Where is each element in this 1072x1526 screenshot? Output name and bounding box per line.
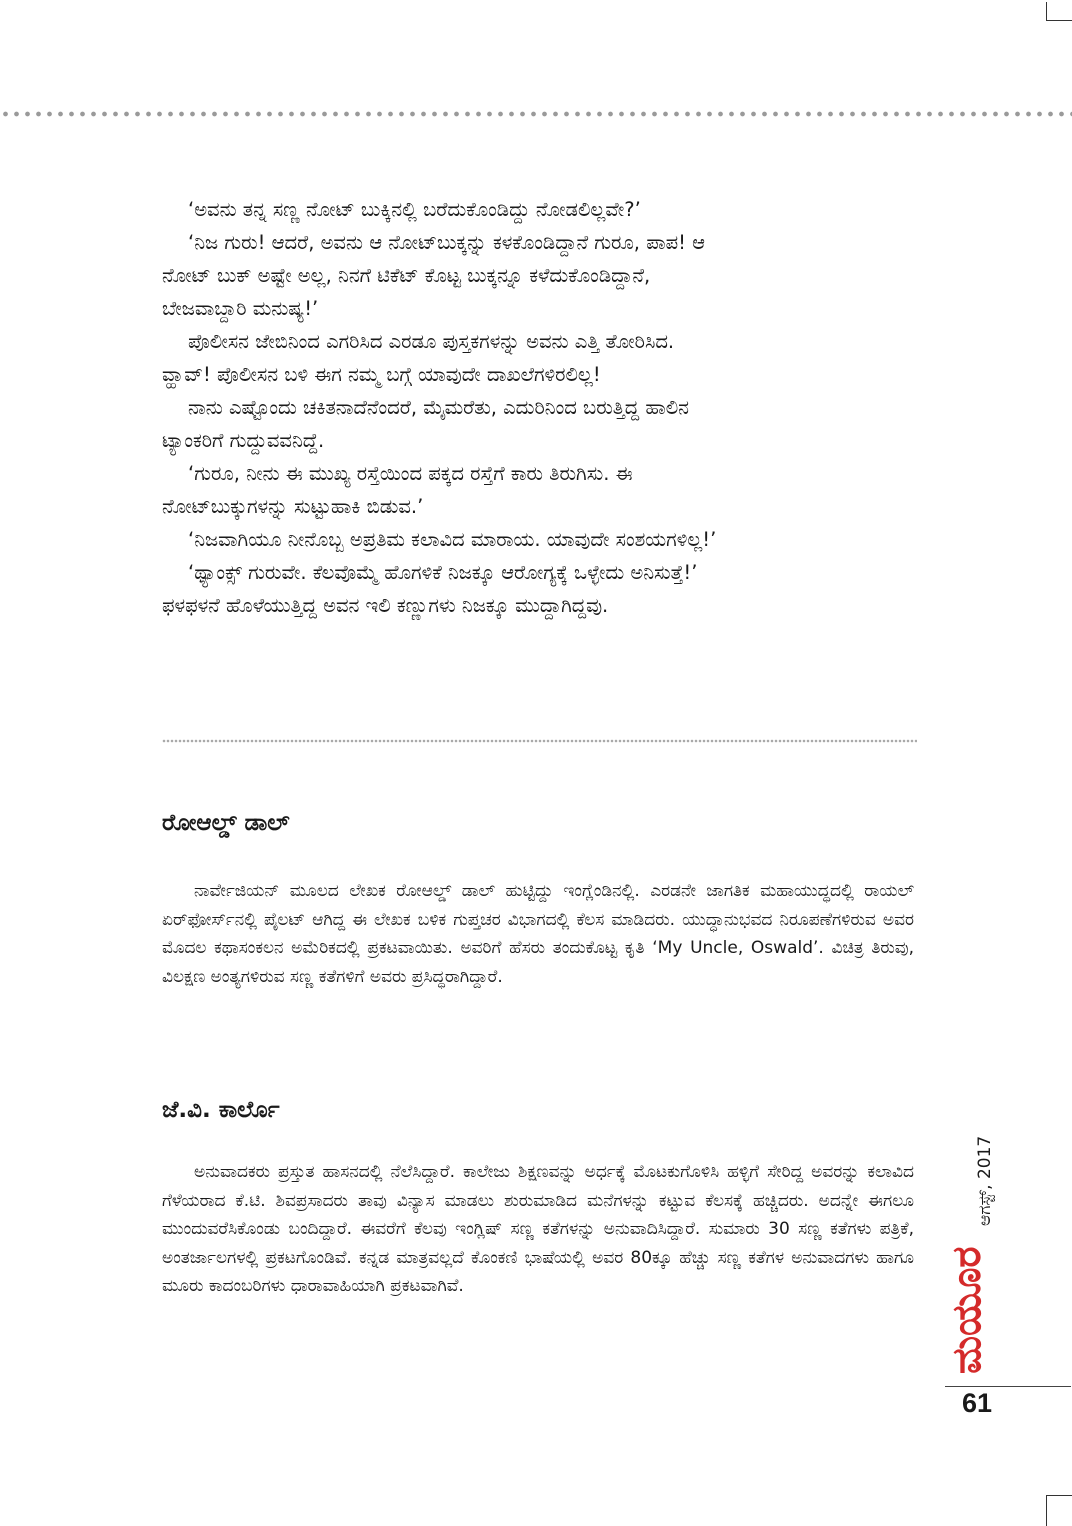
story-line: ನೋಟ್‌ಬುಕ್ಕುಗಳನ್ನು ಸುಟ್ಟುಹಾಕಿ ಬಿಡುವ.’ (162, 495, 424, 518)
top-dotted-divider (0, 110, 1072, 118)
crop-mark-top-right (1046, 2, 1072, 21)
story-line: ಫಳಫಳನೆ ಹೊಳೆಯುತ್ತಿದ್ದ ಅವನ ಇಲಿ ಕಣ್ಣುಗಳು ನಿಜಕ್ಕೂ ಮುದ್ದಾಗಿದ್ದವು. (162, 594, 609, 617)
magazine-side-label-svg (938, 1108, 998, 1378)
author-bio-heading: ರೋಆಲ್ಡ್ ಡಾಲ್ (162, 810, 290, 836)
story-text (162, 193, 922, 622)
issue-date: ಆಗಸ್ಟ್, 2017 (975, 1135, 995, 1226)
story-line: ಟ್ಯಾಂಕರಿಗೆ ಗುದ್ದುವವನಿದ್ದೆ. (162, 429, 325, 452)
story-line: ‘ನಿಜ ಗುರು! ಆದರೆ, ಅವನು ಆ ನೋಟ್‌ಬುಕ್ಕನ್ನು ಕಳಕೊಂಡಿದ್ದಾನೆ ಗುರೂ, ಪಾಪ! ಆ (188, 231, 705, 254)
magazine-side-label (938, 1108, 998, 1378)
story-line: ಪೊಲೀಸನ ಜೇಬಿನಿಂದ ಎಗರಿಸಿದ ಎರಡೂ ಪುಸ್ತಕಗಳನ್ನು ಅವನು ಎತ್ತಿ ತೋರಿಸಿದ. (188, 330, 675, 353)
story-line: ‘ಥ್ಯಾಂಕ್ಸ್ ಗುರುವೇ. ಕೆಲವೊಮ್ಮೆ ಹೊಗಳಿಕೆ ನಿಜಕ್ಕೂ ಆರೋಗ್ಯಕ್ಕೆ ಒಳ್ಳೇದು ಅನಿಸುತ್ತೆ!’ (188, 561, 698, 584)
page-number-rule (945, 1386, 1071, 1387)
story-line: ‘ಗುರೂ, ನೀನು ಈ ಮುಖ್ಯ ರಸ್ತೆಯಿಂದ ಪಕ್ಕದ ರಸ್ತೆಗೆ ಕಾರು ತಿರುಗಿಸು. ಈ (188, 462, 633, 485)
story-line: ವ್ಹಾವ್! ಪೊಲೀಸನ ಬಳಿ ಈಗ ನಮ್ಮ ಬಗ್ಗೆ ಯಾವುದೇ ದಾಖಲೆಗಳಿರಲಿಲ್ಲ! (162, 363, 601, 386)
story-line: ‘ಅವನು ತನ್ನ ಸಣ್ಣ ನೋಟ್ ಬುಕ್ಕಿನಲ್ಲಿ ಬರೆದುಕೊಂಡಿದ್ದು ನೋಡಲಿಲ್ಲವೇ?’ (188, 198, 641, 221)
section-dotted-divider (162, 739, 917, 743)
story-line: ನಾನು ಎಷ್ಟೊಂದು ಚಕಿತನಾದೆನೆಂದರೆ, ಮೈಮರೆತು, ಎದುರಿನಿಂದ ಬರುತ್ತಿದ್ದ ಹಾಲಿನ (188, 396, 689, 419)
author-bio-text: ನಾರ್ವೇಜಿಯನ್ ಮೂಲದ ಲೇಖಕ ರೋಆಲ್ಡ್ ಡಾಲ್ ಹುಟ್ಟಿದ್ದು ಇಂಗ್ಲೆಂಡಿನಲ್ಲಿ. ಎರಡನೇ ಜಾಗತಿಕ ಮಹಾಯುದ್ಧದಲ್ಲಿ ರಾಯಲ್ ಏರ್‌ಫೋರ್ಸ್‌ನಲ್ಲಿ ಪೈಲಟ್ ಆಗಿದ್ದ ಈ ಲೇಖಕ ಬಳಿಕ ಗುಪ್ತಚರ ವಿಭಾಗದಲ್ಲಿ ಕೆಲಸ ಮಾಡಿದರು. ಯುದ್ಧಾನುಭವದ ನಿರೂಪಣೆಗಳಿರುವ ಅವರ ಮೊದಲ ಕಥಾಸಂಕಲನ ಅಮೆರಿಕದಲ್ಲಿ ಪ್ರಕಟವಾಯಿತು. ಅವರಿಗೆ ಹೆಸರು ತಂದುಕೊಟ್ಟ ಕೃತಿ ‘My Uncle, Oswald’. ವಿಚಿತ್ರ ತಿರುವು, ವಿಲಕ್ಷಣ ಅಂತ್ಯಗಳಿರುವ ಸಣ್ಣ ಕತೆಗಳಿಗೆ ಅವರು ಪ್ರಸಿದ್ಧರಾಗಿದ್ದಾರೆ. (162, 881, 914, 987)
story-line: ‘ನಿಜವಾಗಿಯೂ ನೀನೊಬ್ಬ ಅಪ್ರತಿಮ ಕಲಾವಿದ ಮಾರಾಯ. ಯಾವುದೇ ಸಂಶಯಗಳಿಲ್ಲ!’ (188, 528, 717, 551)
story-line: ನೋಟ್ ಬುಕ್ ಅಷ್ಟೇ ಅಲ್ಲ, ನಿನಗೆ ಟಿಕೆಟ್ ಕೊಟ್ಟ ಬುಕ್ಕನ್ನೂ ಕಳೆದುಕೊಂಡಿದ್ದಾನೆ, (162, 264, 651, 287)
page-number: 61 (962, 1388, 993, 1418)
translator-bio-heading: ಜೆ.ವಿ. ಕಾರ್ಲೊ (162, 1097, 280, 1123)
crop-mark-bottom-right (1046, 1495, 1072, 1526)
magazine-name: ಮಯೂರ (944, 1246, 990, 1374)
story-line: ಬೇಜವಾಬ್ದಾರಿ ಮನುಷ್ಯ!’ (162, 297, 319, 320)
translator-bio-text: ಅನುವಾದಕರು ಪ್ರಸ್ತುತ ಹಾಸನದಲ್ಲಿ ನೆಲೆಸಿದ್ದಾರೆ. ಕಾಲೇಜು ಶಿಕ್ಷಣವನ್ನು ಅರ್ಧಕ್ಕೆ ಮೊಟಕುಗೊಳಿಸಿ ಹಳ್ಳಿಗೆ ಸೇರಿದ್ದ ಅವರನ್ನು ಕಲಾವಿದ ಗೆಳೆಯರಾದ ಕೆ.ಟಿ. ಶಿವಪ್ರಸಾದರು ತಾವು ವಿನ್ಯಾಸ ಮಾಡಲು ಶುರುಮಾಡಿದ ಮನೆಗಳನ್ನು ಕಟ್ಟುವ ಕೆಲಸಕ್ಕೆ ಹಚ್ಚಿದರು. ಅದನ್ನೇ ಈಗಲೂ ಮುಂದುವರೆಸಿಕೊಂಡು ಬಂದಿದ್ದಾರೆ. ಈವರೆಗೆ ಕೆಲವು ಇಂಗ್ಲಿಷ್ ಸಣ್ಣ ಕತೆಗಳನ್ನು ಅನುವಾದಿಸಿದ್ದಾರೆ. ಸುಮಾರು 30 ಸಣ್ಣ ಕತೆಗಳು ಪತ್ರಿಕೆ, ಅಂತರ್ಜಾಲಗಳಲ್ಲಿ ಪ್ರಕಟಗೊಂಡಿವೆ. ಕನ್ನಡ ಮಾತ್ರವಲ್ಲದೆ ಕೊಂಕಣಿ ಭಾಷೆಯಲ್ಲಿ ಅವರ 80ಕ್ಕೂ ಹೆಚ್ಚು ಸಣ್ಣ ಕತೆಗಳ ಅನುವಾದಗಳು ಹಾಗೂ ಮೂರು ಕಾದಂಬರಿಗಳು ಧಾರಾವಾಹಿಯಾಗಿ ಪ್ರಕಟವಾಗಿವೆ. (162, 1162, 914, 1297)
